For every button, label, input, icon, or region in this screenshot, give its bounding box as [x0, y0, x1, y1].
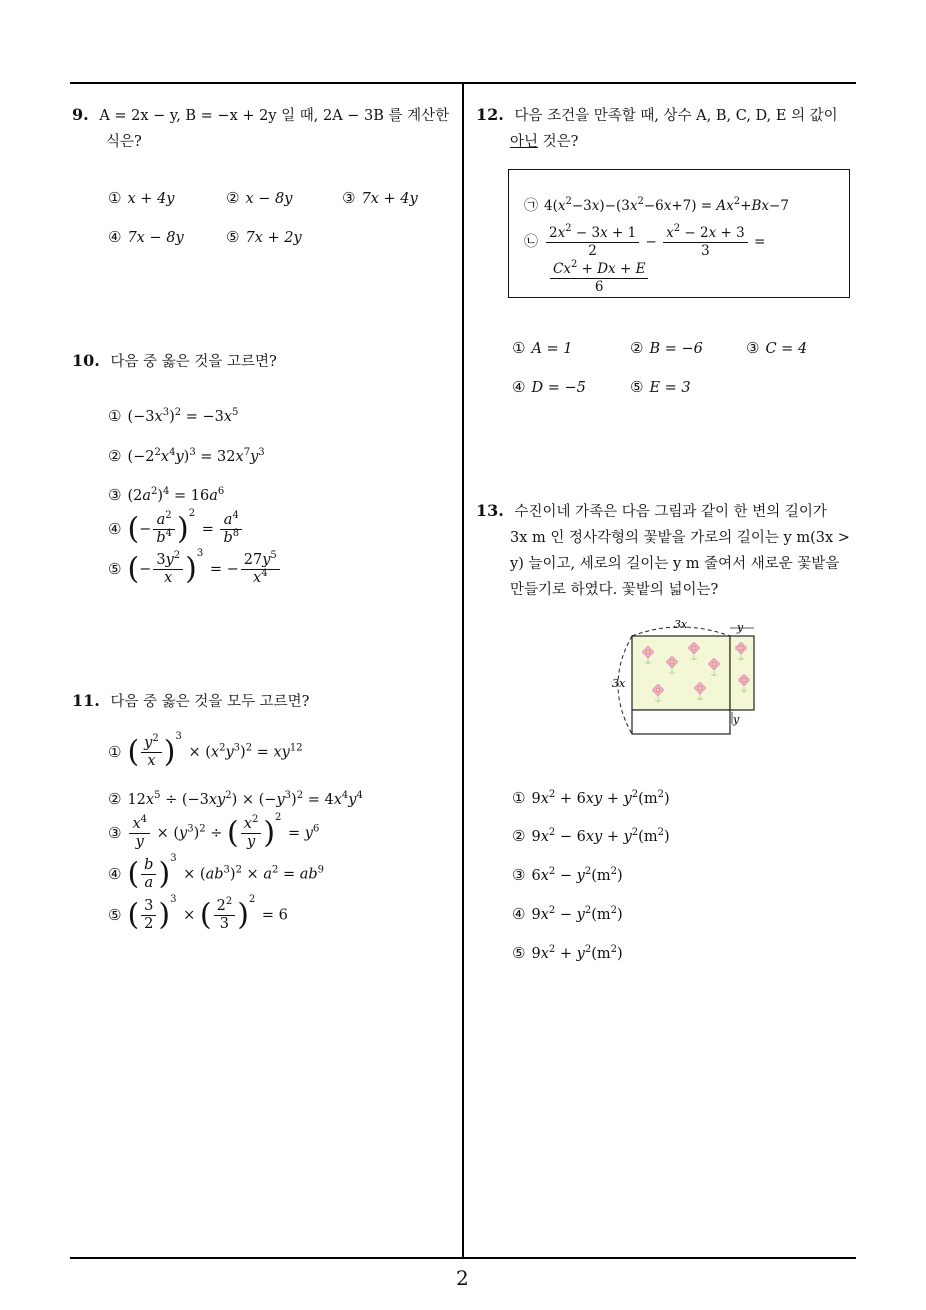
q13-number: 13. [476, 501, 504, 520]
q13-option-1[interactable]: ① $9x^2 + 6xy + y^2(m^2)$ [512, 789, 670, 807]
q13-option-2[interactable]: ② $9x^2 - 6xy + y^2(m^2)$ [512, 827, 670, 845]
q13-option-3[interactable]: ③ $6x^2 - y^2(m^2)$ [512, 866, 623, 884]
q9-text-line2: 식은? [106, 134, 142, 150]
q10-option-4[interactable]: ④ (− $\frac{a^2}{b^4}$ )$^2$ = $\frac{a^4}{b^8}$ [108, 512, 244, 547]
q12-text-line1: 다음 조건을 만족할 때, 상수 A, B, C, D, E 의 값이 [514, 108, 838, 124]
q12-number: 12. [476, 105, 504, 124]
q10-text: 다음 중 옳은 것을 고르면? [110, 354, 277, 370]
q12-text-line2-rest: 것은? [538, 134, 579, 150]
q10-option-5[interactable]: ⑤ (− $\frac{3y^2}{x}$ )$^3$ = − $\frac{27y^5}{x^4}$ [108, 552, 282, 587]
q11-option-2[interactable]: ② $12x^5 \div (-3xy^2) \times (-y^3)^2 = 4x^4y^4$ [108, 790, 363, 808]
q11-text: 다음 중 옳은 것을 모두 고르면? [110, 694, 310, 710]
q12-condition-2-rhs: $\frac{Cx^2 + Dx + E}{6}$ [548, 261, 650, 296]
q12-option-2[interactable]: ② B = −6 [630, 339, 703, 357]
figure-label-left: 3x [612, 677, 626, 690]
q13-text-line2: 3x m 인 정사각형의 꽃밭을 가로의 길이는 y m(3x > [510, 530, 850, 546]
q13-text-line3: y) 늘이고, 세로의 길이는 y m 줄여서 새로운 꽃밭을 [510, 556, 840, 572]
q11-option-3[interactable]: ③ $\frac{x^4}{y}$ × $(y^3)^2$ ÷ ( $\frac{x^2}{y}$ )$^2 = y^6$ [108, 811, 320, 851]
q10-option-3[interactable]: ③ $(2a^2)^4 = 16a^6$ [108, 486, 225, 504]
q9-number: 9. [72, 105, 89, 124]
q11-option-1[interactable]: ① ( $\frac{y^2}{x}$ )$^3 \times (x^2y^3)^2 = xy^{12}$ [108, 730, 303, 770]
q11-number: 11. [72, 691, 100, 710]
q12-condition-2: ㉡ $\frac{2x^2 - 3x + 1}{2}$ − $\frac{x^2 - 2x + 3}{3}$ = [524, 223, 766, 259]
q13-text-line1: 수진이네 가족은 다음 그림과 같이 한 변의 길이가 [514, 504, 827, 520]
q11-option-5[interactable]: ⑤ ( $\frac{3}{2}$ )$^3$ × ( $\frac{2^2}{3}$ )$^2$ = 6 [108, 893, 288, 933]
q9-option-2[interactable]: ② x − 8y [226, 189, 293, 207]
q11-option-4[interactable]: ④ ( $\frac{b}{a}$ )$^3 \times (ab^3)^2 \times a^2 = ab^9$ [108, 852, 325, 892]
q12-option-4[interactable]: ④ D = −5 [512, 378, 586, 396]
q9-option-3[interactable]: ③ 7x + 4y [342, 189, 418, 207]
q12-option-1[interactable]: ① A = 1 [512, 339, 573, 357]
column-divider [462, 82, 464, 1258]
q11-stem [72, 688, 309, 715]
q9-stem [72, 102, 457, 155]
q13-option-5[interactable]: ⑤ $9x^2 + y^2(m^2)$ [512, 944, 623, 962]
q9-option-1[interactable]: ① x + 4y [108, 189, 175, 207]
q10-stem [72, 348, 277, 375]
q12-option-3[interactable]: ③ C = 4 [746, 339, 808, 357]
q9-option-4[interactable]: ④ 7x − 8y [108, 228, 184, 246]
q12-condition-1: ㉠ $4(x^2-3x)-(3x^2-6x+7) = Ax^2+Bx-7$ [524, 196, 789, 214]
q9-text-line1: A = 2x − y, B = −x + 2y 일 때, 2A − 3B 를 계산한 [99, 108, 450, 124]
q9-option-5[interactable]: ⑤ 7x + 2y [226, 228, 302, 246]
q12-underlined-word: 아닌 [510, 134, 539, 150]
page-number: 2 [456, 1266, 469, 1290]
q10-number: 10. [72, 351, 100, 370]
bottom-rule [70, 1257, 856, 1259]
q10-option-1[interactable]: ① $(-3x^3)^2 = -3x^5$ [108, 407, 239, 425]
q10-option-2[interactable]: ② $(-2^2x^4y)^3 = 32x^7y^3$ [108, 447, 265, 465]
q13-text-line4: 만들기로 하였다. 꽃밭의 넓이는? [510, 582, 719, 598]
q12-stem [476, 102, 861, 155]
figure-label-bottom-right: y [733, 713, 740, 726]
figure-label-top: 3x [674, 618, 688, 631]
figure-label-top-right: y [737, 621, 744, 634]
q13-option-4[interactable]: ④ $9x^2 - y^2(m^2)$ [512, 905, 623, 923]
q13-stem [476, 498, 861, 603]
q13-flowerbed-figure [600, 612, 770, 742]
q12-option-5[interactable]: ⑤ E = 3 [630, 378, 691, 396]
